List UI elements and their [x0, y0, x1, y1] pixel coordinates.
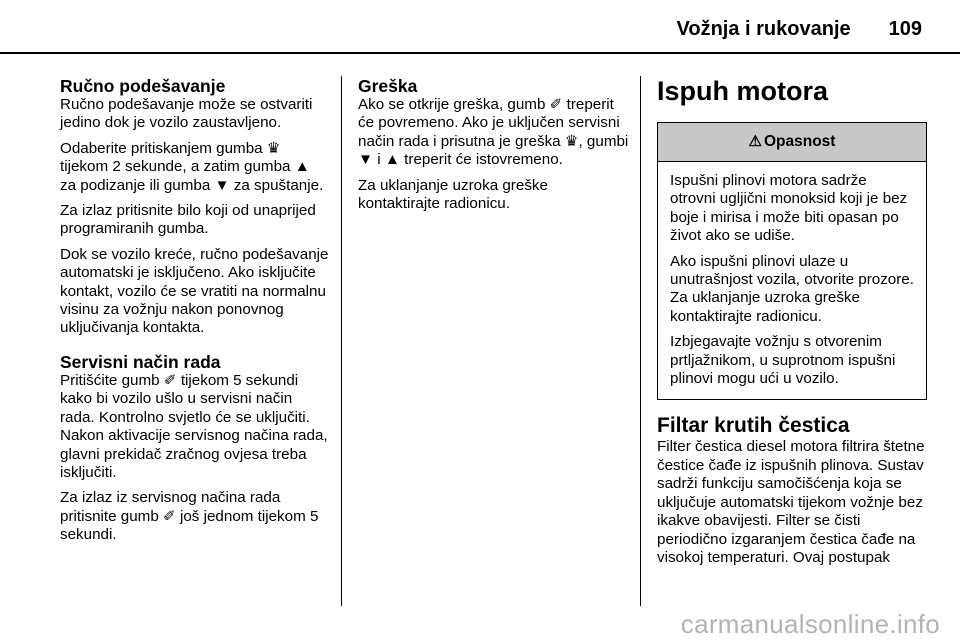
page-header: [0, 18, 922, 48]
header-rule: [0, 52, 960, 54]
section-heading: Filtar krutih čestica: [657, 414, 850, 438]
page-number: 109: [888, 18, 922, 40]
arrow-down-icon: ▼: [358, 151, 374, 169]
paragraph: Za izlaz pritisnite bilo koji od unaprijed programiranih gumba.: [60, 202, 316, 238]
section-heading: Greška: [358, 76, 418, 96]
warning-body: [658, 162, 926, 399]
vehicle-raise-icon: ♛: [564, 132, 579, 150]
arrow-up-icon: ▲: [294, 158, 310, 176]
paragraph: Odaberite pritiskanjem gumba ♛ tijekom 2 sekunde, a zatim gumba ▲ za podizanje ili gumba ▼ za spuštanje.: [60, 139, 324, 194]
paragraph: Ako se otkrije greška, gumb ✐ treperit će povremeno. Ako je uključen servisni način rada i prisutna je greška ♛, gumbi ▼ i ▲ treperit će istovremeno.: [358, 96, 629, 169]
section-heading: Ručno podešavanje: [60, 76, 226, 96]
paragraph: Izbjegavajte vožnju s otvorenim prtljažnikom, u suprotnom ispušni plinovi mogu ući u vozilo.: [670, 333, 896, 388]
paragraph: Filter čestica diesel motora filtrira štetne čestice čađe iz ispušnih plinova. Sustav sadrži funkciju samočišćenja koja se uključuje automatski tijekom vožnje bez ikakve obavijesti. Filter se čisti periodično izgaranjem čestica čađe na visokoj temperaturi. Ovaj postupak: [657, 438, 925, 566]
warning-title: Opasnost: [763, 133, 836, 150]
arrow-down-icon: ▼: [214, 176, 230, 194]
vehicle-raise-icon: ♛: [266, 139, 281, 157]
paragraph: Dok se vozilo kreće, ručno podešavanje automatski je isključeno. Ako isključite kontakt, vozilo će se vratiti na normalnu visinu za vožnju nakon ponovnog uključivanja kontakta.: [60, 245, 329, 337]
page-title: Vožnja i rukovanje: [676, 18, 851, 40]
paragraph: Ručno podešavanje može se ostvariti jedino dok je vozilo zaustavljeno.: [60, 96, 313, 132]
paragraph: Pritišćite gumb ✐ tijekom 5 sekundi kako bi vozilo ušlo u servisni način rada. Kontrolno svjetlo će se uključiti. Nakon aktivacije servisnog načina rada, glavni prekidač zračnog ovjesa treba isključiti.: [60, 371, 328, 481]
section-fault: [358, 76, 630, 213]
wrench-icon: ✐: [549, 96, 563, 113]
warning-header: [658, 123, 926, 162]
section-manual-adjustment: [60, 76, 330, 338]
wrench-icon: ✐: [163, 371, 177, 389]
column-divider-2: [640, 76, 641, 606]
column-2: [358, 76, 630, 227]
section-service-mode: [60, 352, 330, 545]
column-3: [657, 76, 927, 574]
arrow-up-icon: ▲: [384, 151, 400, 169]
paragraph: Za uklanjanje uzroka greške kontaktirajte radionicu.: [358, 176, 548, 213]
column-1: [60, 76, 330, 559]
paragraph: Ako ispušni plinovi ulaze u unutrašnjost vozila, otvorite prozore. Za uklanjanje uzroka greške kontaktirajte radionicu.: [670, 252, 914, 325]
warning-icon: ⚠: [748, 133, 762, 150]
section-heading: Servisni način rada: [60, 351, 221, 372]
paragraph: Ispušni plinovi motora sadrže otrovni ugljični monoksid koji je bez boje i mirisa i može biti opasan po život ako se udiše.: [670, 172, 908, 245]
column-divider-1: [341, 76, 342, 606]
wrench-icon: ✐: [163, 507, 176, 525]
watermark: carmanualsonline.info: [680, 609, 940, 639]
paragraph: Za izlaz iz servisnog načina rada pritisnite gumb ✐ još jednom tijekom 5 sekundi.: [60, 489, 319, 544]
chapter-heading: Ispuh motora: [657, 76, 829, 106]
warning-box: [657, 122, 927, 400]
